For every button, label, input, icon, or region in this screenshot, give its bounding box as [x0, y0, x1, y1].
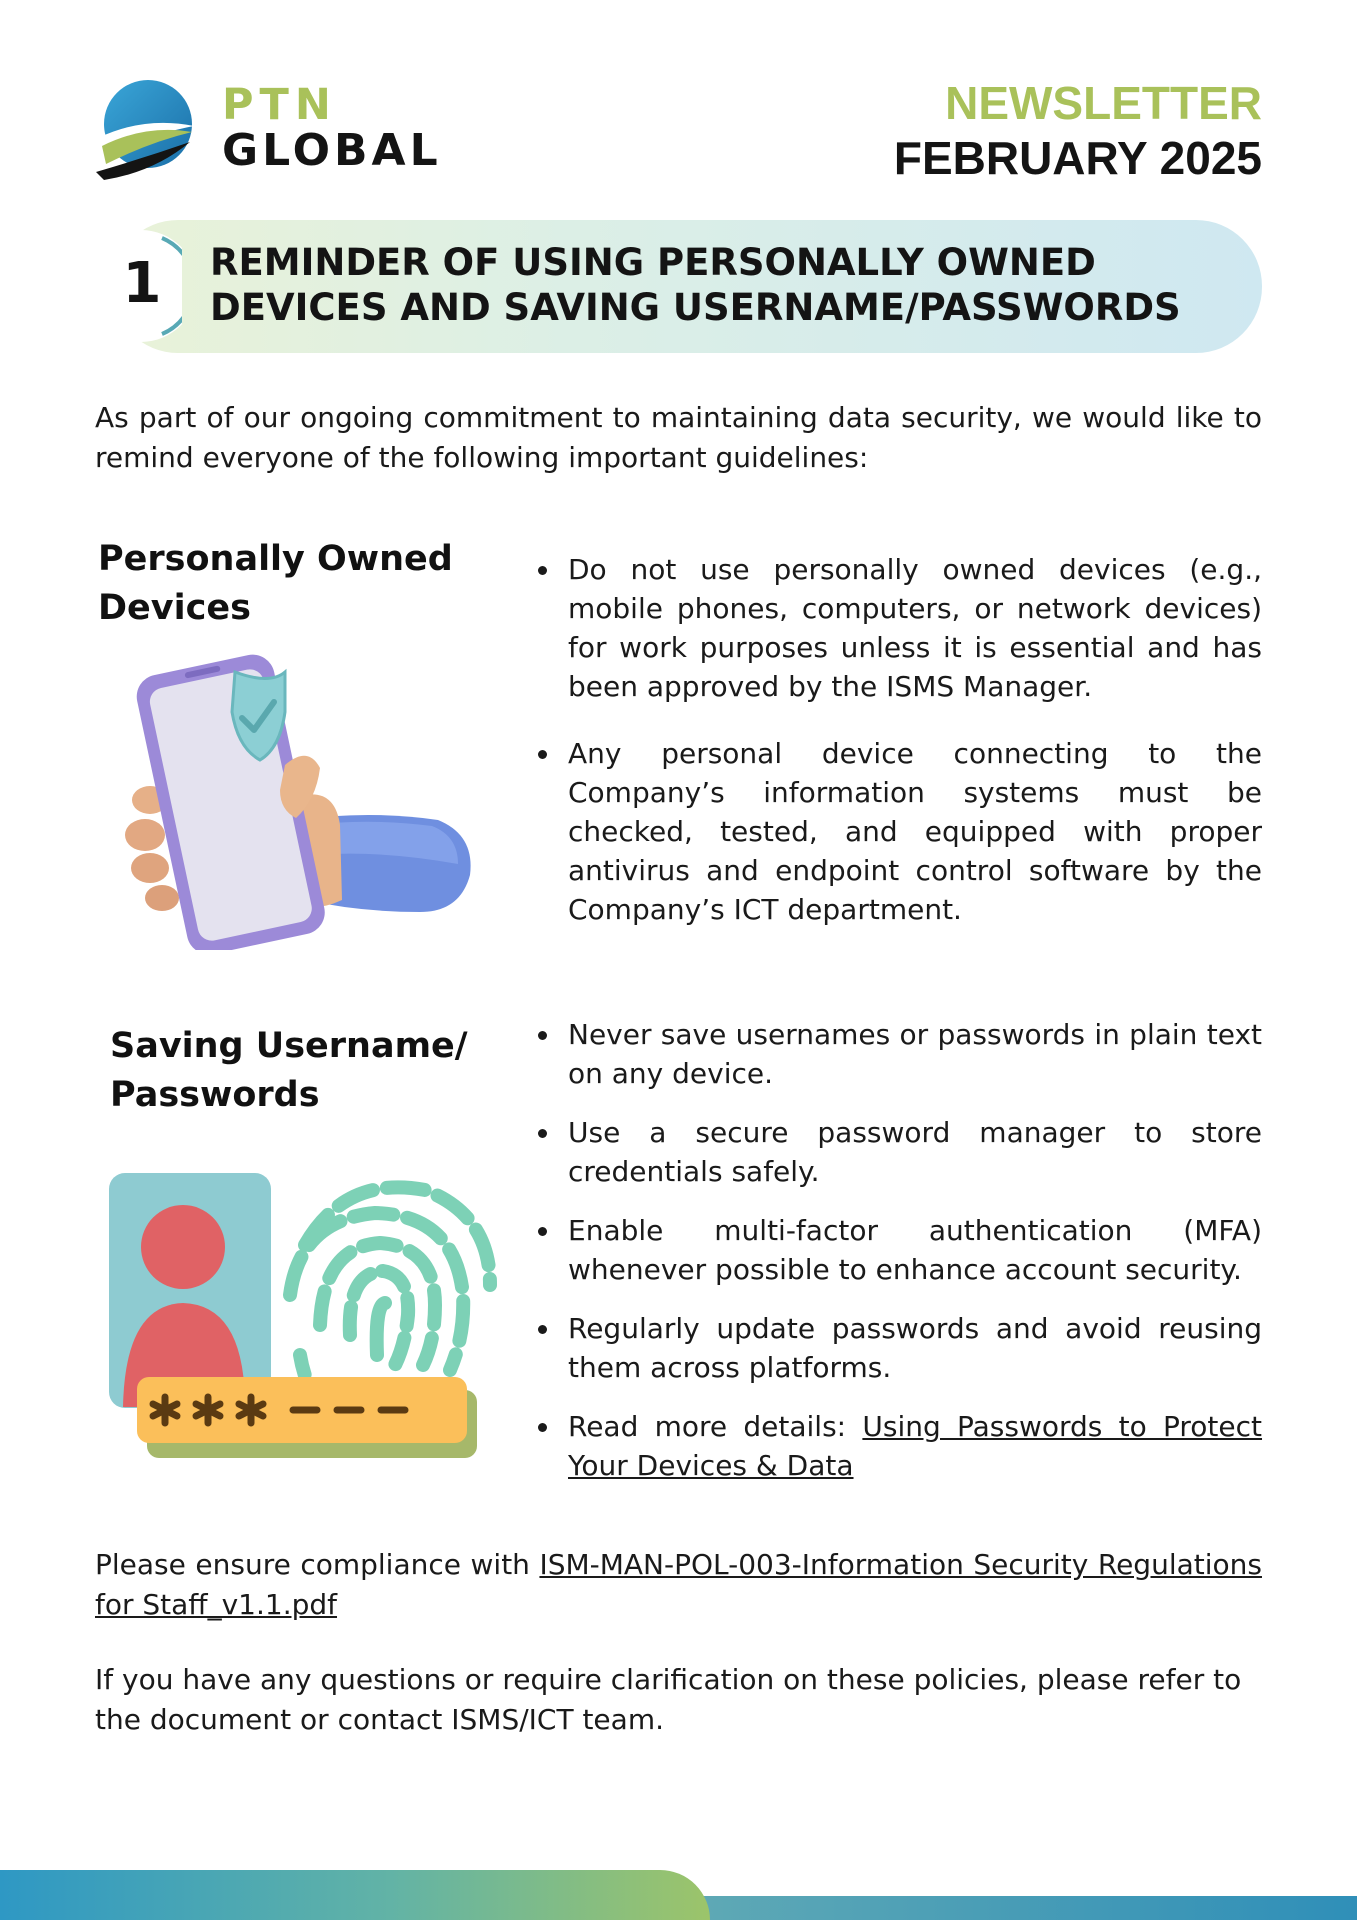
section-number: 1	[122, 251, 162, 316]
section-title-line-1: REMINDER OF USING PERSONALLY OWNED	[210, 241, 1096, 284]
passwords-bullets	[568, 1015, 1262, 1505]
newsletter-date: FEBRUARY 2025	[893, 132, 1262, 184]
list-item: Never save usernames or passwords in plain text on any device.	[568, 1015, 1262, 1093]
newsletter-label: NEWSLETTER	[945, 77, 1262, 129]
list-item: Do not use personally owned devices (e.g., mobile phones, computers, or network devices) for work purposes unless it is essential and has been approved by the ISMS Manager.	[568, 550, 1262, 706]
passwords-heading-line-1: Saving Username/	[110, 1026, 468, 1066]
personal-devices-heading-line-1: Personally Owned	[98, 539, 453, 579]
personal-devices-heading	[98, 535, 498, 633]
passwords-heading-line-2: Passwords	[110, 1075, 320, 1115]
section-title-line-2: DEVICES AND SAVING USERNAME/PASSWORDS	[210, 286, 1181, 329]
logo-global-text: GLOBAL	[222, 125, 442, 176]
intro-paragraph: As part of our ongoing commitment to maintaining data security, we would like to remind everyone of the following important guidelines:	[95, 401, 1262, 474]
footer-bar-left	[0, 1870, 710, 1920]
read-more-link[interactable]: Using Passwords to Protect Your Devices & Data	[568, 1410, 1263, 1482]
read-more-prefix: Read more details:	[568, 1410, 863, 1443]
logo-ptn-text: PTN	[222, 80, 337, 130]
personal-devices-bullets	[568, 550, 1262, 957]
list-item: Enable multi-factor authentication (MFA) whenever possible to enhance account security.	[568, 1211, 1262, 1289]
footer-bar-right	[690, 1896, 1357, 1920]
personal-devices-heading-line-2: Devices	[98, 588, 251, 628]
closing-paragraph: If you have any questions or require clarification on these policies, please refer to the document or contact ISMS/ICT team.	[95, 1663, 1242, 1736]
section-title	[210, 240, 1240, 330]
list-item: Any personal device connecting to the Company’s information systems must be checked, tested, and equipped with proper antivirus and endpoint control software by the Company’s ICT department.	[568, 734, 1262, 929]
list-item: Regularly update passwords and avoid reusing them across platforms.	[568, 1309, 1262, 1387]
list-item: Use a secure password manager to store credentials safely.	[568, 1113, 1262, 1191]
compliance-paragraph	[95, 1545, 1262, 1625]
phone-shield-check-icon	[120, 650, 480, 950]
ptn-global-logo-icon	[94, 76, 196, 186]
list-item-read-more	[568, 1407, 1262, 1485]
policy-document-link[interactable]: ISM-MAN-POL-003-Information Security Regulations for Staff_v1.1.pdf	[95, 1548, 1262, 1621]
compliance-prefix: Please ensure compliance with	[95, 1548, 540, 1581]
user-fingerprint-password-icon	[105, 1155, 500, 1460]
passwords-heading	[110, 1022, 530, 1120]
